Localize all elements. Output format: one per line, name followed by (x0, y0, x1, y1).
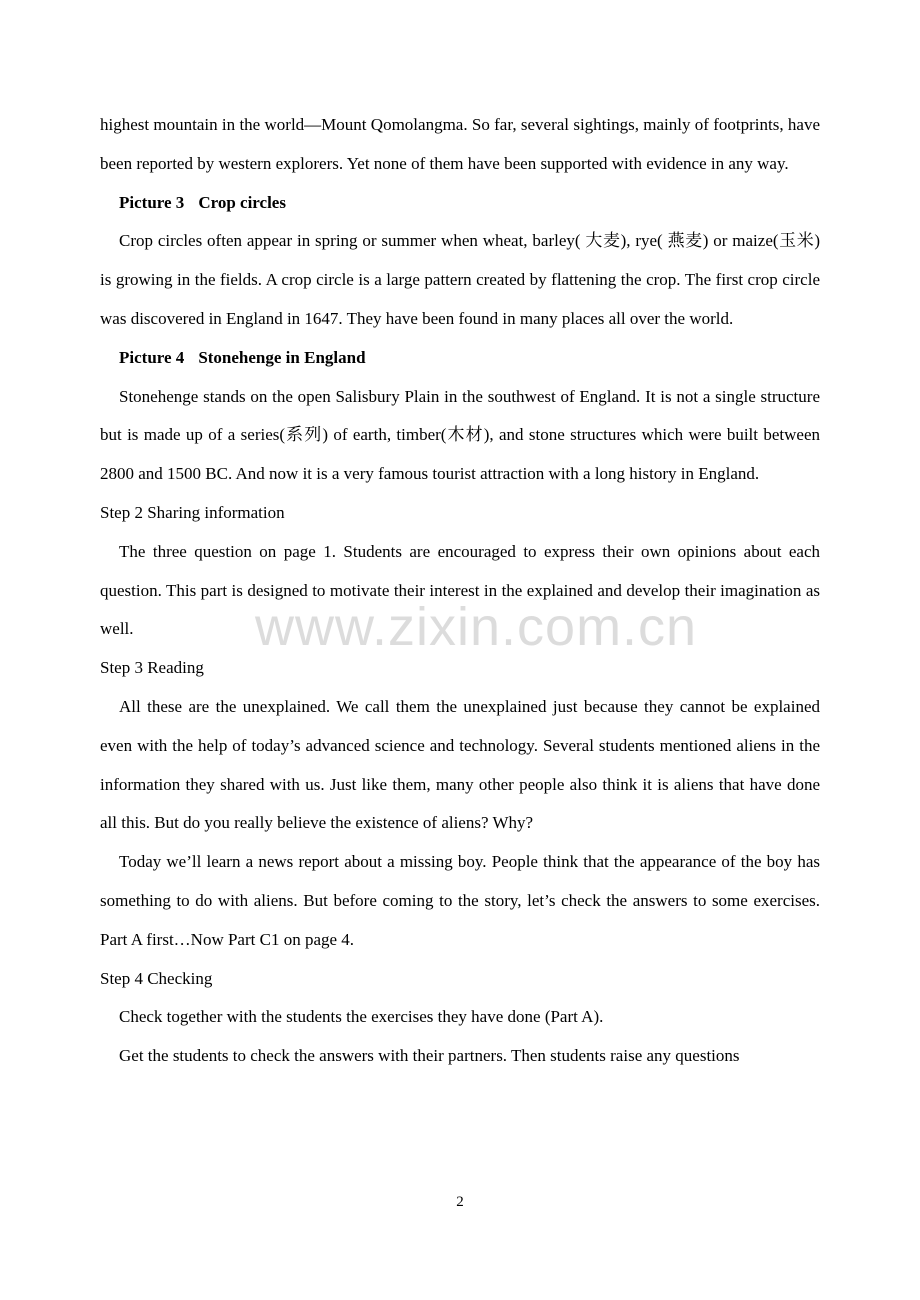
heading-picture-3 (100, 184, 820, 223)
step-4-heading: Step 4 Checking (100, 968, 213, 988)
document-body (100, 106, 820, 1076)
paragraph-news-report: Today we’ll learn a news report about a missing boy. People think that the appearance of the boy has something to do with aliens. But before coming to the story, let’s check the answers to some exercises. Part A first…Now Part C1 on page 4. (100, 852, 820, 949)
paragraph-stonehenge: Stonehenge stands on the open Salisbury Plain in the southwest of England. It is not a single structure but is made up of a series(系列) of earth, timber(木材), and stone structures which were built between 2800 and 1500 BC. And now it is a very famous tourist attraction with a long history in England. (100, 386, 820, 484)
heading-picture-4 (100, 339, 820, 378)
watermark: www.zixin.com.cn (255, 597, 698, 657)
heading-label: Picture 4 (119, 347, 185, 367)
page-number: 2 (456, 1194, 464, 1210)
heading-title: Stonehenge in England (198, 347, 366, 367)
heading-label: Picture 3 (119, 192, 185, 212)
paragraph-yeti-continued: highest mountain in the world—Mount Qomolangma. So far, several sightings, mainly of footprints, have been reported by western explorers. Yet none of them have been supported with evidence in any way. (100, 115, 820, 173)
paragraph-sharing-information: The three question on page 1. Students are encouraged to express their own opinions about each question. This part is designed to motivate their interest in the explained and develop their imagination as well. (100, 541, 820, 639)
paragraph-check-together: Check together with the students the exercises they have done (Part A). (119, 1007, 604, 1027)
step-3-heading: Step 3 Reading (100, 658, 204, 678)
paragraph-reading-intro: All these are the unexplained. We call them the unexplained just because they cannot be explained even with the help of today’s advanced science and technology. Several students mentioned aliens in the information they shared with us. Just like them, many other people also think it is aliens that have done all this. But do you really believe the existence of aliens? Why? (100, 696, 820, 833)
paragraph-check-partners: Get the students to check the answers with their partners. Then students raise any questions (119, 1046, 740, 1066)
heading-title: Crop circles (198, 192, 286, 212)
step-2-heading: Step 2 Sharing information (100, 502, 285, 522)
paragraph-crop-circles: Crop circles often appear in spring or summer when wheat, barley( 大麦), rye( 燕麦) or maize(玉米) is growing in the fields. A crop circle is a large pattern created by flattening the crop. The first crop circle was discovered in England in 1647. They have been found in many places all over the world. (100, 231, 820, 328)
